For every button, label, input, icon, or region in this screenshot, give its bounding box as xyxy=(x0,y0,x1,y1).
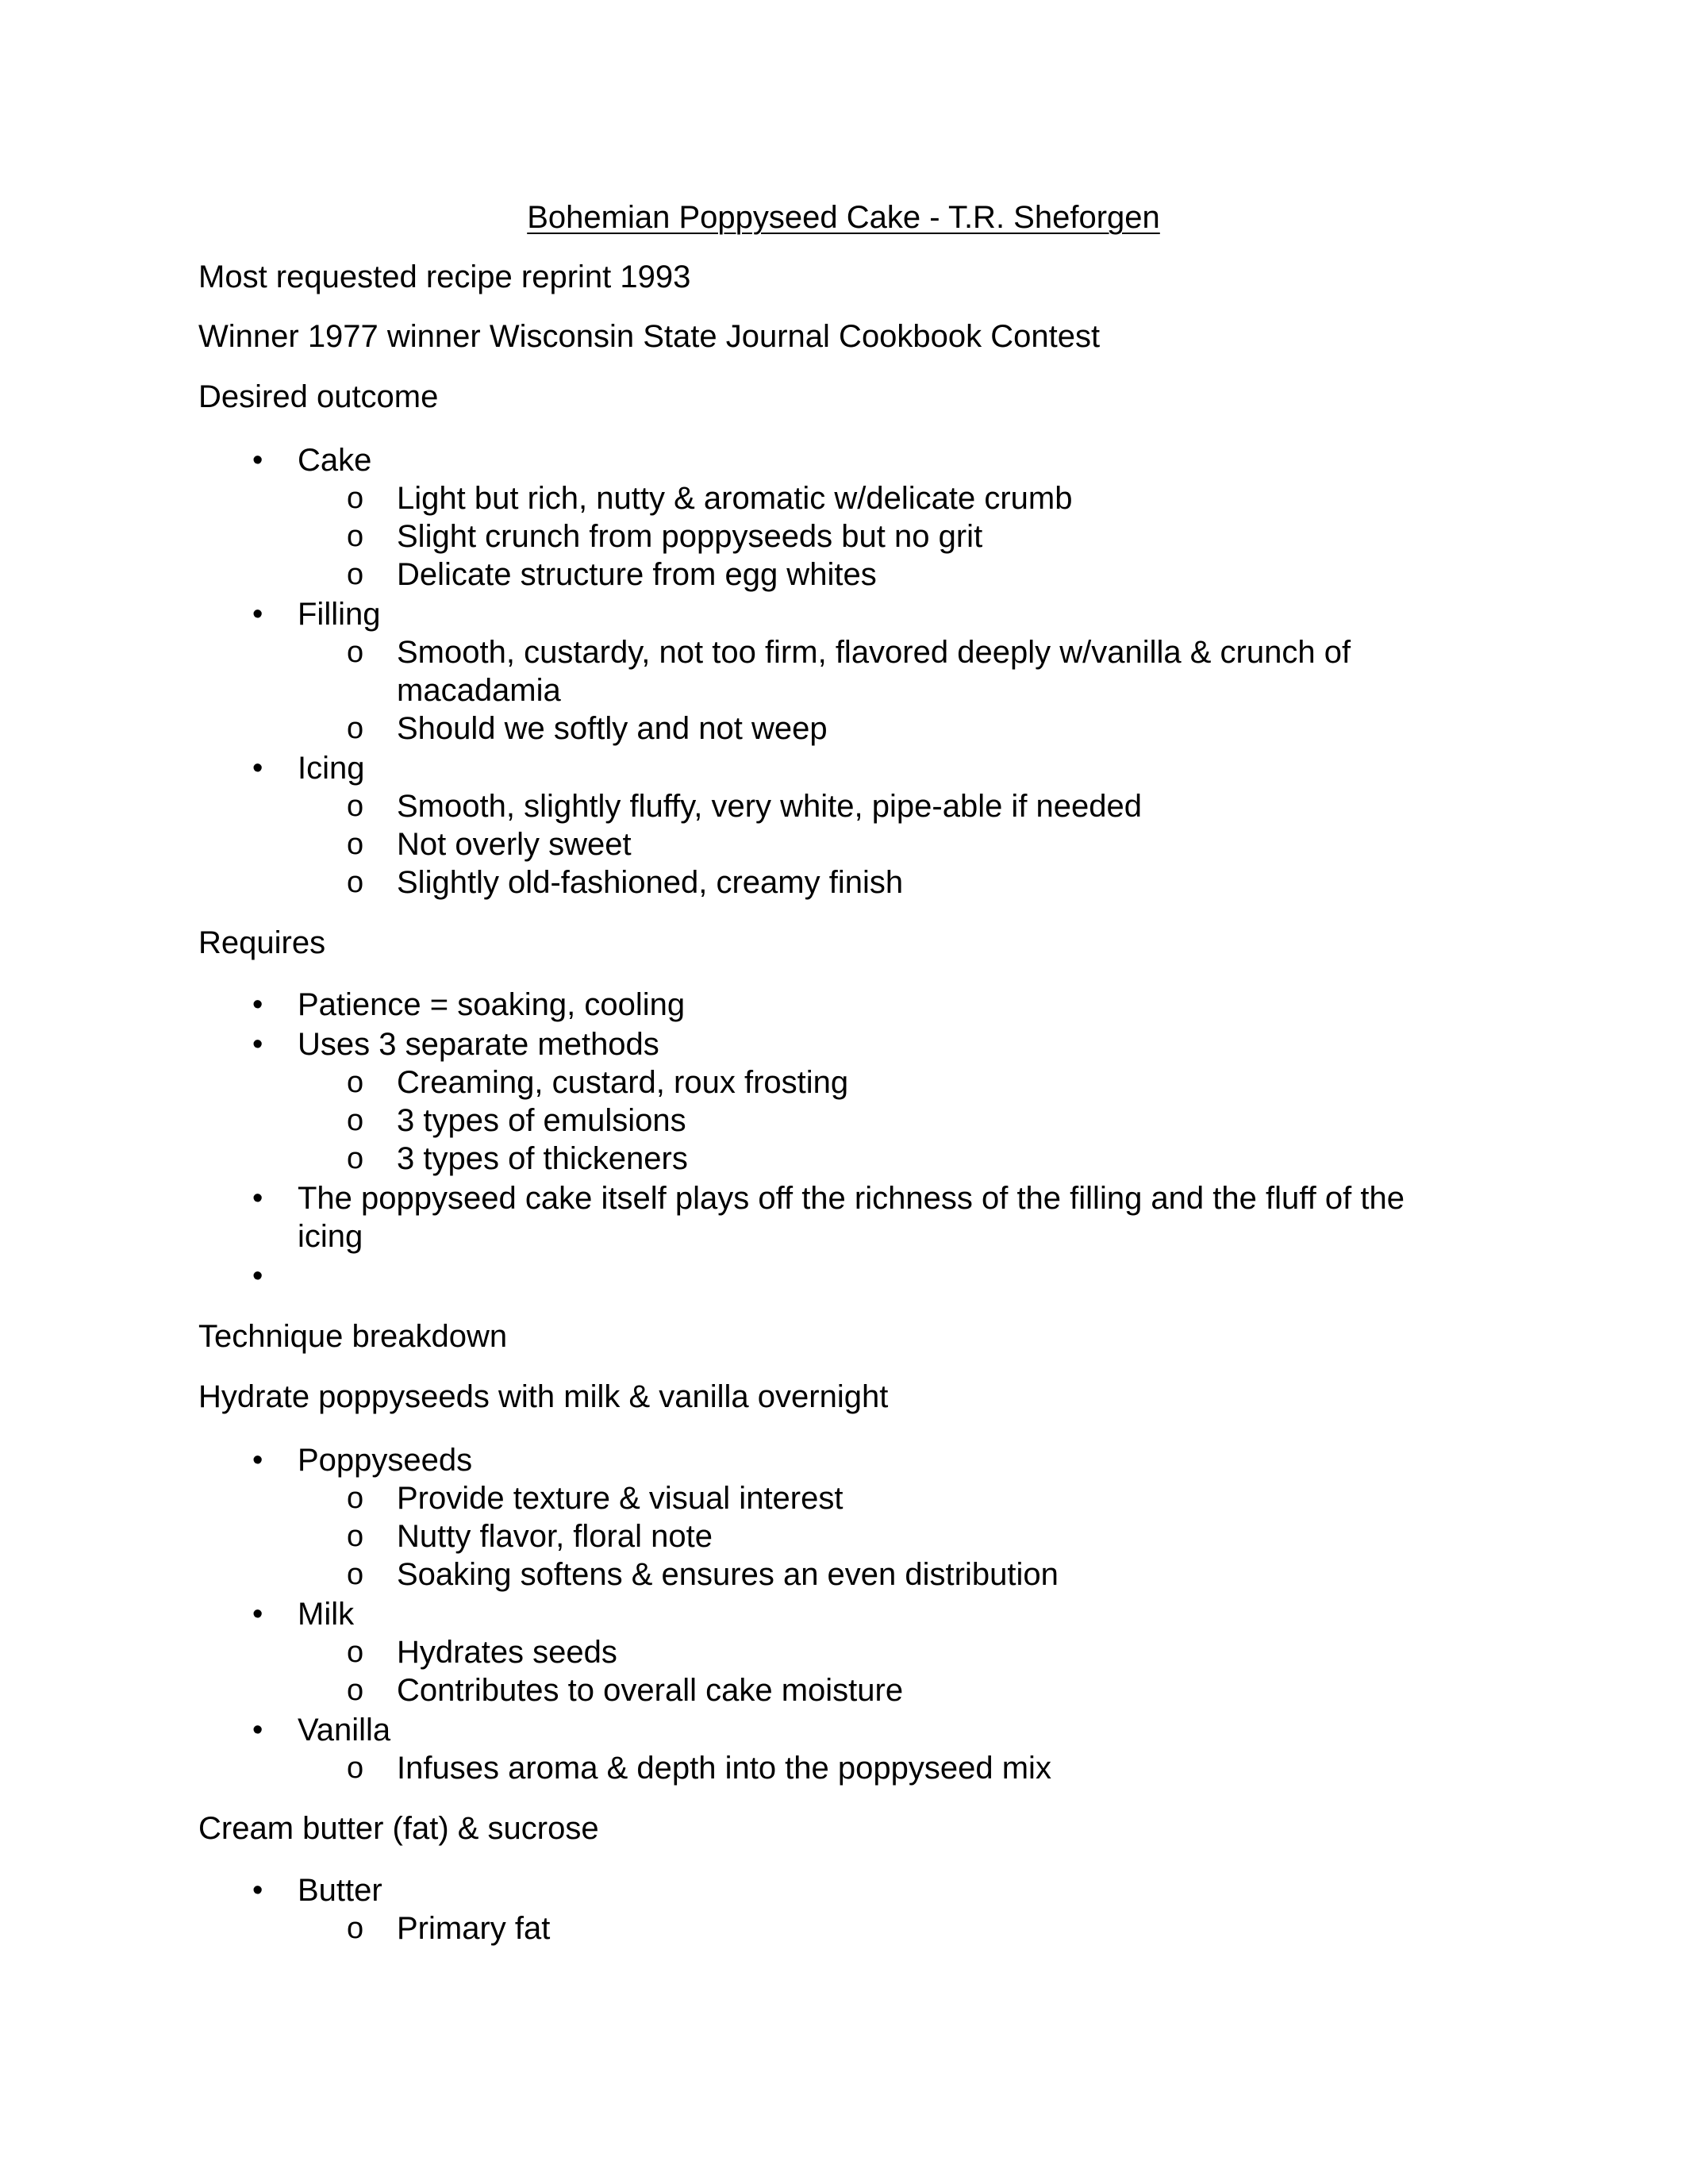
list-item-milk: Milk xyxy=(298,1597,355,1632)
section-heading-desired-outcome: Desired outcome xyxy=(198,379,439,414)
sub-bullet-icon: o xyxy=(347,712,364,745)
section-heading-technique: Technique breakdown xyxy=(198,1319,508,1354)
sub-item: Provide texture & visual interest xyxy=(397,1481,844,1516)
sub-item: 3 types of emulsions xyxy=(397,1103,686,1138)
intro-line-reprint: Most requested recipe reprint 1993 xyxy=(198,260,691,294)
sub-bullet-icon: o xyxy=(347,1912,364,1945)
sub-bullet-icon: o xyxy=(347,1104,364,1137)
sub-item: Slight crunch from poppyseeds but no grit xyxy=(397,519,983,554)
sub-item: Light but rich, nutty & aromatic w/delicate crumb xyxy=(397,481,1073,516)
bullet-icon: • xyxy=(252,1598,263,1631)
sub-bullet-icon: o xyxy=(347,790,364,823)
sub-item: Creaming, custard, roux frosting xyxy=(397,1065,849,1100)
sub-item: Infuses aroma & depth into the poppyseed mix xyxy=(397,1751,1051,1786)
list-item-cake: Cake xyxy=(298,443,372,478)
sub-item-continued: macadamia xyxy=(397,673,561,708)
bullet-icon: • xyxy=(252,1444,263,1477)
bullet-icon: • xyxy=(252,598,263,631)
sub-item: Hydrates seeds xyxy=(397,1635,617,1670)
step-heading-hydrate: Hydrate poppyseeds with milk & vanilla overnight xyxy=(198,1379,889,1414)
sub-item: 3 types of thickeners xyxy=(397,1141,688,1176)
bullet-icon: • xyxy=(252,1028,263,1061)
list-item-continued: icing xyxy=(298,1219,363,1254)
bullet-icon: • xyxy=(252,752,263,785)
sub-bullet-icon: o xyxy=(347,1558,364,1591)
sub-item: Not overly sweet xyxy=(397,827,632,862)
list-item-patience: Patience = soaking, cooling xyxy=(298,987,686,1022)
bullet-icon: • xyxy=(252,1182,263,1215)
bullet-icon: • xyxy=(252,444,263,477)
sub-bullet-icon: o xyxy=(347,1066,364,1099)
sub-item: Smooth, custardy, not too firm, flavored deeply w/vanilla & crunch of xyxy=(397,635,1351,670)
sub-bullet-icon: o xyxy=(347,636,364,669)
sub-bullet-icon: o xyxy=(347,828,364,861)
sub-bullet-icon: o xyxy=(347,1636,364,1669)
list-item-icing: Icing xyxy=(298,751,365,786)
sub-bullet-icon: o xyxy=(347,520,364,553)
list-item-methods: Uses 3 separate methods xyxy=(298,1027,659,1062)
section-heading-requires: Requires xyxy=(198,925,326,960)
sub-item: Should we softly and not weep xyxy=(397,711,828,746)
sub-item: Contributes to overall cake moisture xyxy=(397,1673,904,1708)
sub-bullet-icon: o xyxy=(347,482,364,515)
sub-bullet-icon: o xyxy=(347,1674,364,1707)
sub-item: Smooth, slightly fluffy, very white, pipe-able if needed xyxy=(397,789,1143,824)
sub-bullet-icon: o xyxy=(347,1482,364,1515)
empty-bullet-icon: • xyxy=(252,1259,263,1293)
sub-item: Delicate structure from egg whites xyxy=(397,557,877,592)
sub-bullet-icon: o xyxy=(347,1142,364,1175)
sub-bullet-icon: o xyxy=(347,866,364,899)
intro-line-winner: Winner 1977 winner Wisconsin State Journal Cookbook Contest xyxy=(198,319,1101,354)
bullet-icon: • xyxy=(252,1874,263,1907)
document-title: Bohemian Poppyseed Cake - T.R. Sheforgen xyxy=(527,200,1160,235)
list-item-plays-off: The poppyseed cake itself plays off the richness of the filling and the fluff of the xyxy=(298,1181,1405,1216)
list-item-vanilla: Vanilla xyxy=(298,1713,391,1748)
list-item-butter: Butter xyxy=(298,1873,382,1908)
bullet-icon: • xyxy=(252,988,263,1021)
sub-bullet-icon: o xyxy=(347,1520,364,1553)
list-item-poppyseeds: Poppyseeds xyxy=(298,1443,473,1478)
bullet-icon: • xyxy=(252,1713,263,1747)
sub-item: Primary fat xyxy=(397,1911,551,1946)
sub-bullet-icon: o xyxy=(347,1751,364,1785)
list-item-filling: Filling xyxy=(298,597,381,632)
sub-item: Nutty flavor, floral note xyxy=(397,1519,713,1554)
sub-item: Slightly old-fashioned, creamy finish xyxy=(397,865,904,900)
sub-item: Soaking softens & ensures an even distribution xyxy=(397,1557,1059,1592)
sub-bullet-icon: o xyxy=(347,558,364,591)
step-heading-cream: Cream butter (fat) & sucrose xyxy=(198,1811,599,1846)
